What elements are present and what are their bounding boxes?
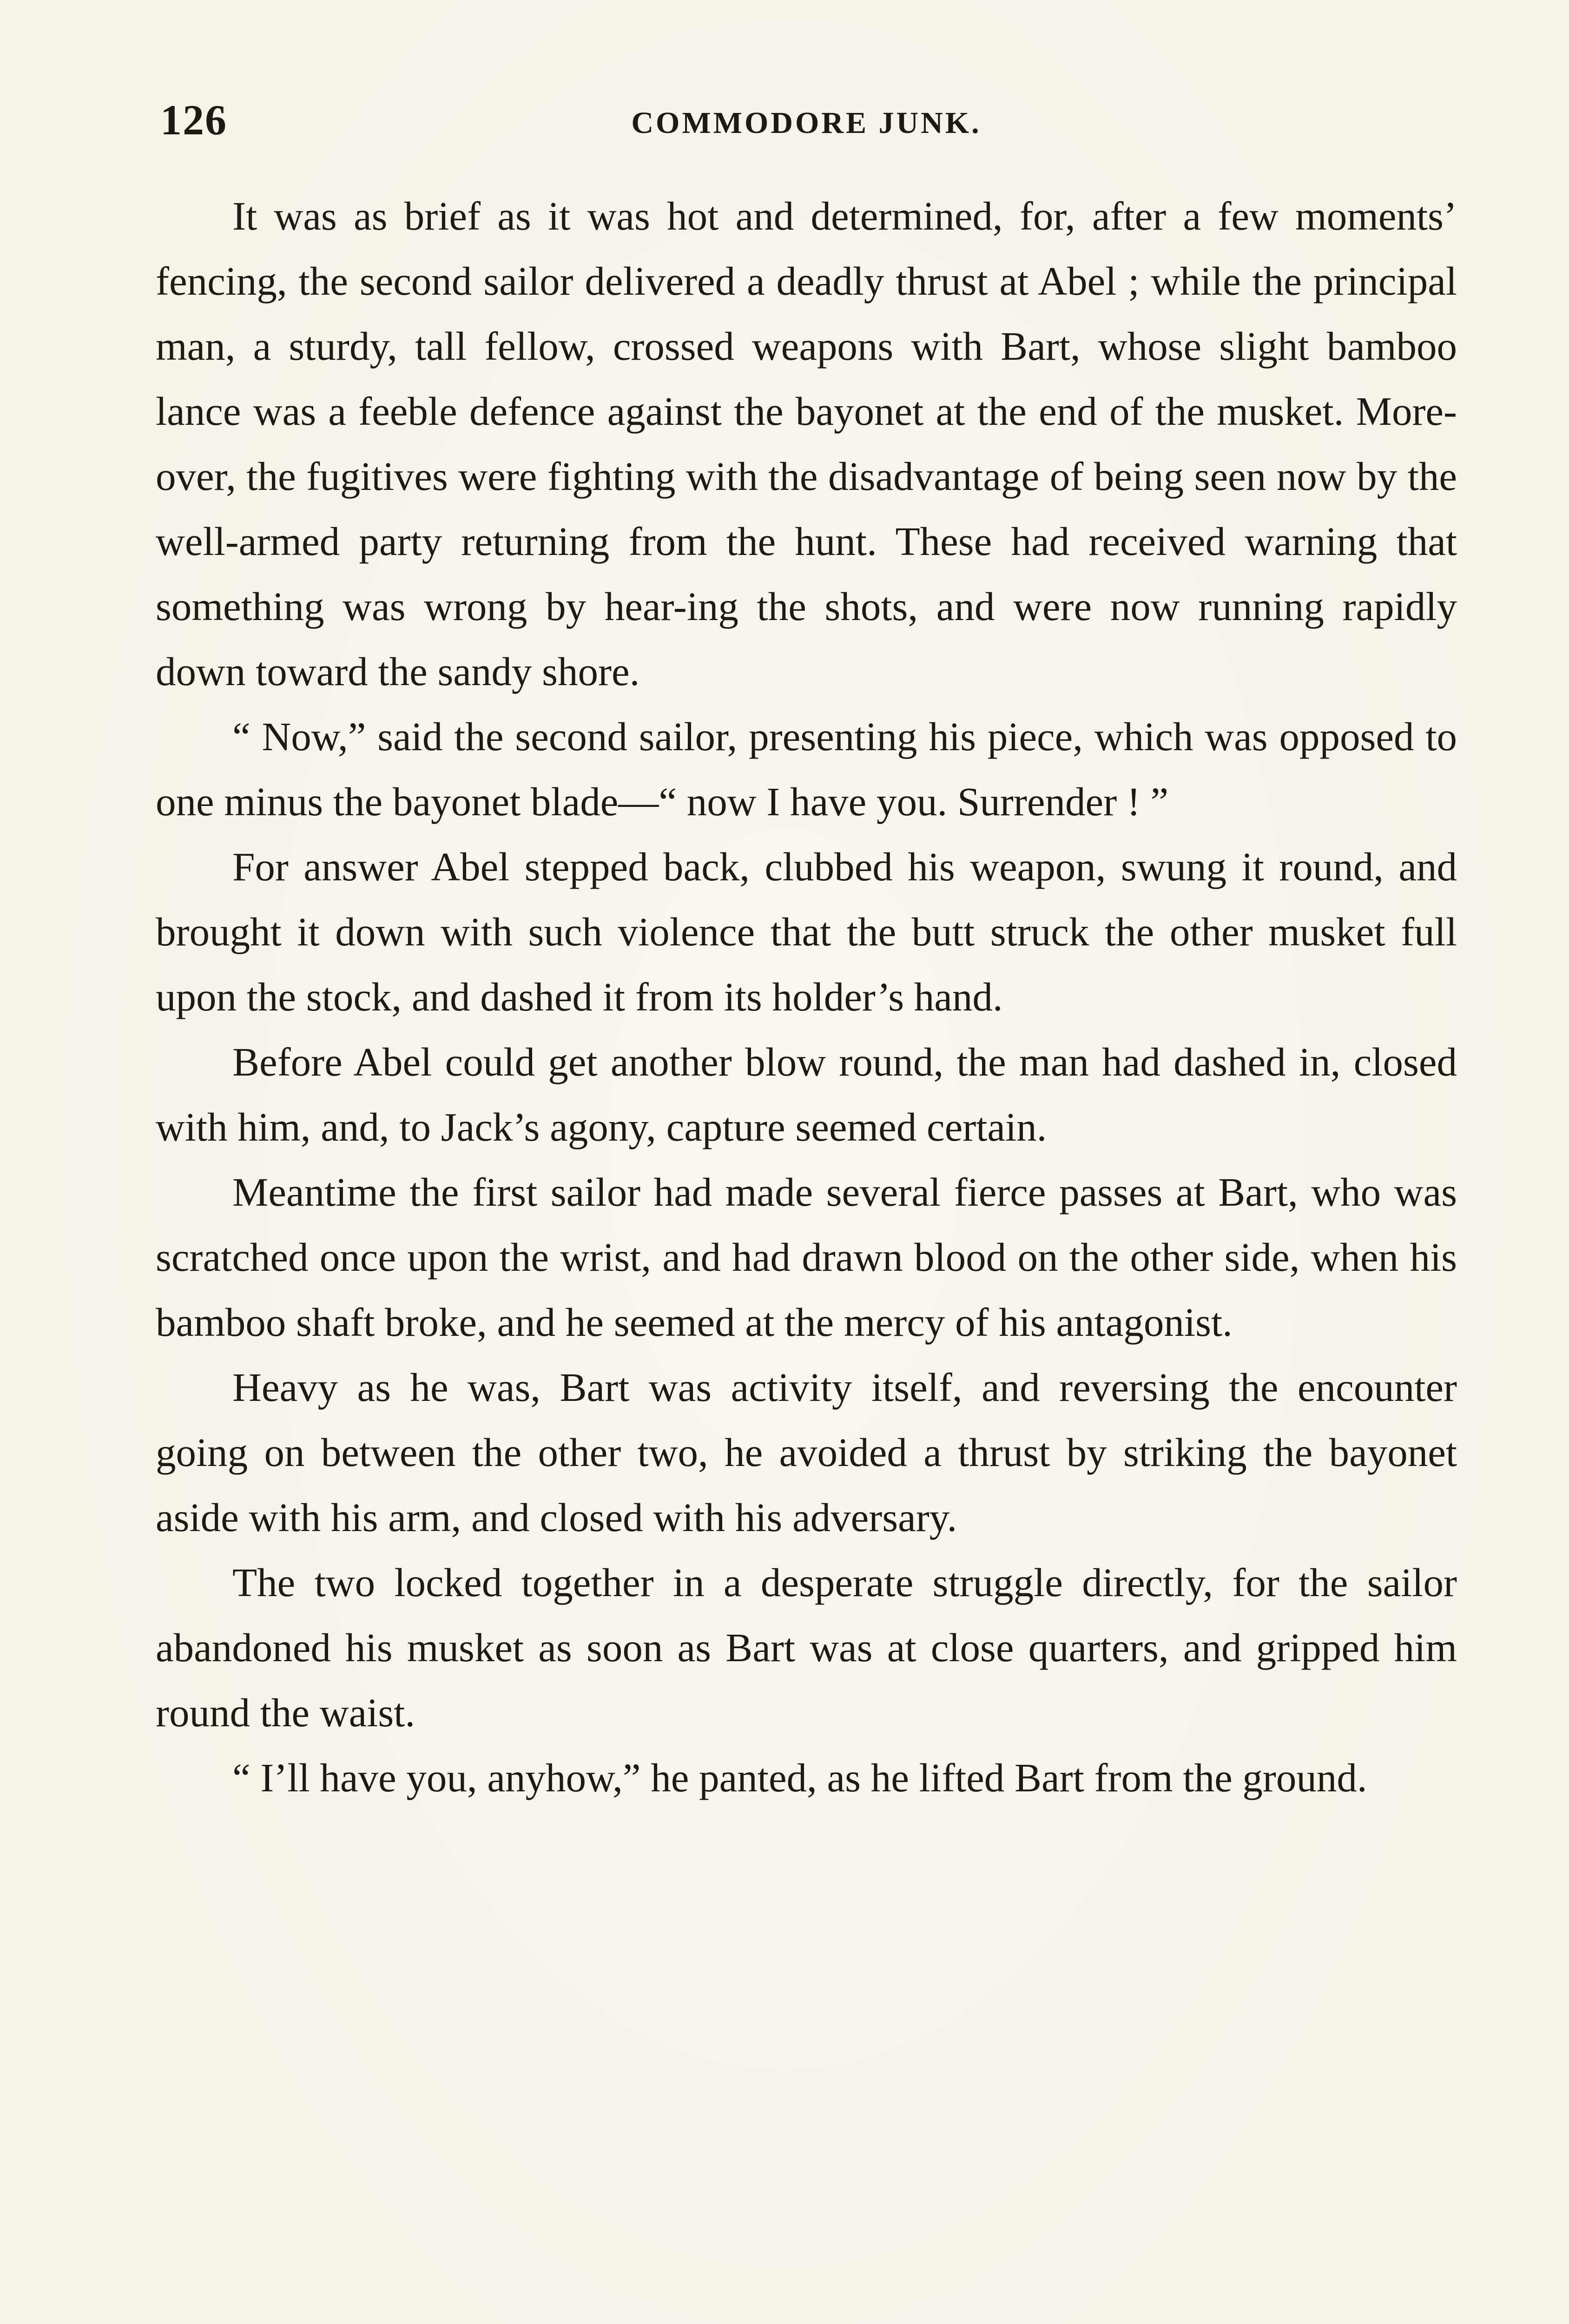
page-header xyxy=(156,95,1457,151)
paragraph: Meantime the first sailor had made several fierce passes at Bart, who was scratched once upon the wrist, and had drawn blood on the other side, when his bamboo shaft broke, and he seemed at the mercy of his antagonist. xyxy=(156,1169,1457,1345)
paragraph: “ I’ll have you, anyhow,” he panted, as he lifted Bart from the ground. xyxy=(232,1755,1367,1800)
paragraph: It was as brief as it was hot and determined, for, after a few moments’ fencing, the second sailor delivered a deadly thrust at Abel ; while the principal man, a sturdy, tall fellow, crossed weapons with Bart, whose slight bamboo lance was a feeble defence against the bayonet at the end of the musket. More-over, the fugitives were fighting with the disadvantage of being seen now by the well-armed party returning from the hunt. These had received warning that something was wrong by hear-ing the shots, and were now running rapidly down toward the sandy shore. xyxy=(156,193,1457,694)
paragraph: “ Now,” said the second sailor, presenting his piece, which was opposed to one minus the bayonet blade—“ now I have you. Surrender ! ” xyxy=(156,714,1457,824)
paragraph: For answer Abel stepped back, clubbed his weapon, swung it round, and brought it down with such violence that the butt struck the other musket full upon the stock, and dashed it from its holder’s hand. xyxy=(156,844,1457,1019)
page-number: 126 xyxy=(160,96,227,144)
paragraph: The two locked together in a desperate struggle directly, for the sailor abandoned his musket as soon as Bart was at close quarters, and gripped him round the waist. xyxy=(156,1560,1457,1735)
body-text xyxy=(156,184,1457,1810)
running-title: COMMODORE JUNK. xyxy=(631,106,982,140)
paragraph: Heavy as he was, Bart was activity itself, and reversing the encounter going on between the other two, he avoided a thrust by striking the bayonet aside with his arm, and closed with his adversary. xyxy=(156,1365,1457,1540)
paragraph: Before Abel could get another blow round, the man had dashed in, closed with him, and, to Jack’s agony, capture seemed certain. xyxy=(156,1039,1457,1149)
